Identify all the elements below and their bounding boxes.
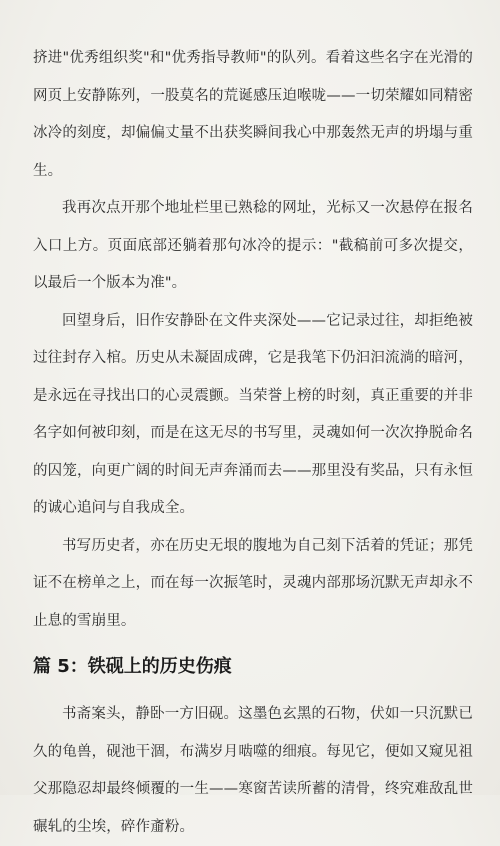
paragraph-5: 书斋案头，静卧一方旧砚。这墨色玄黑的石物，伏如一只沉默已久的龟兽，砚池干涸，布满岁月啮噬的细痕。每见它，便如又窥见祖父那隐忍却最终倾覆的一生——寒窗苦读所蓄的清骨，终究难敌乱世碾轧的尘埃，碎作齑粉。 [33,706,473,835]
paragraph-2: 我再次点开那个地址栏里已熟稔的网址，光标又一次悬停在报名入口上方。页面底部还躺着那句冰冷的提示："截稿前可多次提交，以最后一个版本为准"。 [33,200,473,291]
document-page [33,40,473,846]
paragraph-3: 回望身后，旧作安静卧在文件夹深处——它记录过往，却拒绝被过往封存入棺。历史从未凝固成碑，它是我笔下仍汩汩流淌的暗河，是永远在寻找出口的心灵震颤。当荣誉上榜的时刻，真正重要的并非名字如何被印刻，而是在这无尽的书写里，灵魂如何一次次挣脱命名的囚笼，向更广阔的时间无声奔涌而去——那里没有奖品，只有永恒的诚心追问与自我成全。 [33,312,473,516]
paragraph-4: 书写历史者，亦在历史无垠的腹地为自己刻下活着的凭证；那凭证不在榜单之上，而在每一次振笔时，灵魂内部那场沉默无声却永不止息的雪崩里。 [33,537,473,629]
section-heading: 篇 5：铁砚上的历史伤痕 [33,656,232,677]
paragraph-1: 挤进"优秀组织奖"和"优秀指导教师"的队列。看着这些名字在光滑的网页上安静陈列，一股莫名的荒诞感压迫喉咙——一切荣耀如同精密冰冷的刻度，却偏偏丈量不出获奖瞬间我心中那轰然无声的坍塌与重生。 [33,50,473,179]
